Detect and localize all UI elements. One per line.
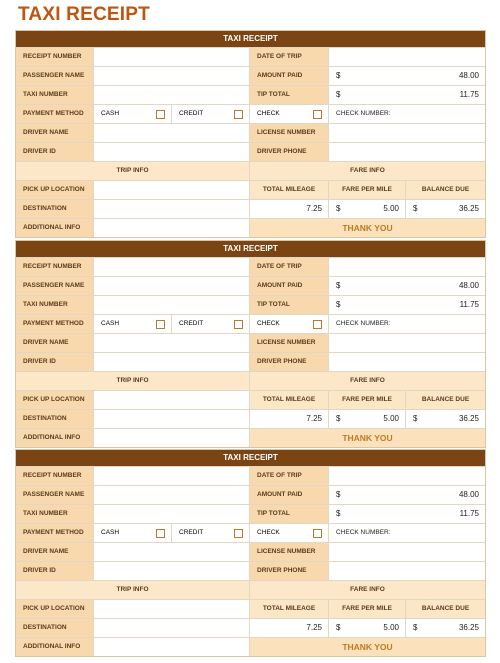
amount-paid-label: AMOUNT PAID	[250, 486, 329, 504]
receipt-card	[15, 240, 486, 448]
row-taxi-number	[16, 85, 485, 104]
total-mileage-value: 7.25	[306, 204, 322, 213]
driver-name-label: DRIVER NAME	[16, 124, 94, 142]
date-of-trip-field[interactable]	[329, 467, 485, 485]
fare-per-mile-value: 5.00	[383, 623, 399, 632]
row-passenger-name	[16, 485, 485, 504]
page-title: TAXI RECEIPT	[18, 4, 150, 25]
driver-id-field[interactable]	[94, 143, 250, 161]
currency-symbol: $	[336, 90, 341, 99]
total-mileage-field[interactable]	[250, 619, 329, 637]
driver-name-field[interactable]	[94, 124, 250, 142]
driver-phone-label: DRIVER PHONE	[250, 353, 329, 371]
thank-you-banner: THANK YOU	[250, 638, 485, 656]
currency-symbol: $	[336, 281, 341, 290]
driver-phone-label: DRIVER PHONE	[250, 562, 329, 580]
additional-info-field[interactable]	[94, 219, 250, 237]
credit-label: CREDIT	[179, 320, 204, 327]
date-of-trip-field[interactable]	[329, 258, 485, 276]
tip-total-field[interactable]	[329, 86, 485, 104]
payment-method-label: PAYMENT METHOD	[16, 524, 94, 542]
driver-name-field[interactable]	[94, 543, 250, 561]
fare-per-mile-field[interactable]	[329, 200, 406, 218]
amount-paid-label: AMOUNT PAID	[250, 277, 329, 295]
credit-label: CREDIT	[179, 110, 204, 117]
row-destination	[16, 199, 485, 218]
date-of-trip-label: DATE OF TRIP	[250, 467, 329, 485]
tip-total-label: TIP TOTAL	[250, 505, 329, 523]
credit-checkbox[interactable]	[234, 320, 243, 329]
passenger-name-label: PASSENGER NAME	[16, 277, 94, 295]
fare-info-header: FARE INFO	[250, 372, 485, 390]
destination-label: DESTINATION	[16, 200, 94, 218]
row-pick-up	[16, 390, 485, 409]
row-receipt-number	[16, 466, 485, 485]
license-number-label: LICENSE NUMBER	[250, 334, 329, 352]
driver-id-field[interactable]	[94, 562, 250, 580]
row-taxi-number	[16, 504, 485, 523]
fare-per-mile-field[interactable]	[329, 410, 406, 428]
driver-id-label: DRIVER ID	[16, 562, 94, 580]
passenger-name-field[interactable]	[94, 486, 250, 504]
receipt-card	[15, 449, 486, 657]
check-checkbox[interactable]	[313, 529, 322, 538]
check-checkbox[interactable]	[313, 110, 322, 119]
check-label: CHECK	[257, 529, 280, 536]
receipt-number-label: RECEIPT NUMBER	[16, 258, 94, 276]
fare-per-mile-field[interactable]	[329, 619, 406, 637]
payment-method-label: PAYMENT METHOD	[16, 315, 94, 333]
row-pick-up	[16, 599, 485, 618]
destination-field[interactable]	[94, 410, 250, 428]
balance-due-label: BALANCE DUE	[406, 600, 485, 618]
currency-symbol: $	[413, 204, 418, 213]
check-number-field[interactable]: CHECK NUMBER:	[336, 529, 391, 536]
driver-id-label: DRIVER ID	[16, 143, 94, 161]
receipt-number-label: RECEIPT NUMBER	[16, 48, 94, 66]
passenger-name-label: PASSENGER NAME	[16, 486, 94, 504]
fare-info-header: FARE INFO	[250, 162, 485, 180]
taxi-number-label: TAXI NUMBER	[16, 86, 94, 104]
destination-field[interactable]	[94, 200, 250, 218]
cash-option[interactable]	[94, 315, 172, 333]
check-label: CHECK	[257, 320, 280, 327]
license-number-field[interactable]	[329, 334, 485, 352]
row-additional-info	[16, 218, 485, 237]
driver-name-field[interactable]	[94, 334, 250, 352]
currency-symbol: $	[336, 71, 341, 80]
row-section-headers	[16, 371, 485, 390]
row-taxi-number	[16, 295, 485, 314]
row-payment-method	[16, 104, 485, 123]
currency-symbol: $	[336, 300, 341, 309]
pick-up-location-label: PICK UP LOCATION	[16, 391, 94, 409]
row-section-headers	[16, 161, 485, 180]
row-receipt-number	[16, 47, 485, 66]
driver-id-field[interactable]	[94, 353, 250, 371]
credit-option[interactable]	[172, 105, 250, 123]
taxi-number-label: TAXI NUMBER	[16, 296, 94, 314]
currency-symbol: $	[413, 623, 418, 632]
passenger-name-field[interactable]	[94, 67, 250, 85]
license-number-label: LICENSE NUMBER	[250, 124, 329, 142]
row-receipt-number	[16, 257, 485, 276]
row-driver-id	[16, 352, 485, 371]
additional-info-label: ADDITIONAL INFO	[16, 219, 94, 237]
additional-info-label: ADDITIONAL INFO	[16, 429, 94, 447]
receipt-header: TAXI RECEIPT	[16, 241, 485, 257]
row-passenger-name	[16, 66, 485, 85]
currency-symbol: $	[336, 490, 341, 499]
receipt-header: TAXI RECEIPT	[16, 450, 485, 466]
tip-total-value: 11.75	[459, 90, 479, 99]
thank-you-banner: THANK YOU	[250, 429, 485, 447]
fare-per-mile-label: FARE PER MILE	[329, 600, 406, 618]
check-option[interactable]	[250, 524, 329, 542]
receipt-number-field[interactable]	[94, 48, 250, 66]
balance-due-label: BALANCE DUE	[406, 391, 485, 409]
row-payment-method	[16, 523, 485, 542]
cash-option[interactable]	[94, 105, 172, 123]
payment-method-label: PAYMENT METHOD	[16, 105, 94, 123]
currency-symbol: $	[336, 509, 341, 518]
row-passenger-name	[16, 276, 485, 295]
row-driver-name	[16, 123, 485, 142]
driver-name-label: DRIVER NAME	[16, 334, 94, 352]
currency-symbol: $	[336, 414, 341, 423]
fare-per-mile-label: FARE PER MILE	[329, 181, 406, 199]
amount-paid-field[interactable]	[329, 486, 485, 504]
receipt-number-label: RECEIPT NUMBER	[16, 467, 94, 485]
taxi-number-field[interactable]	[94, 86, 250, 104]
total-mileage-label: TOTAL MILEAGE	[250, 391, 329, 409]
total-mileage-field[interactable]	[250, 200, 329, 218]
tip-total-value: 11.75	[459, 300, 479, 309]
check-label: CHECK	[257, 110, 280, 117]
balance-due-field[interactable]	[406, 410, 485, 428]
fare-per-mile-value: 5.00	[383, 414, 399, 423]
currency-symbol: $	[413, 414, 418, 423]
check-number-field[interactable]: CHECK NUMBER:	[336, 110, 391, 117]
receipt-header: TAXI RECEIPT	[16, 31, 485, 47]
cash-label: CASH	[101, 529, 120, 536]
row-destination	[16, 409, 485, 428]
taxi-number-field[interactable]	[94, 296, 250, 314]
destination-label: DESTINATION	[16, 619, 94, 637]
currency-symbol: $	[336, 623, 341, 632]
currency-symbol: $	[336, 204, 341, 213]
check-option[interactable]	[250, 105, 329, 123]
passenger-name-label: PASSENGER NAME	[16, 67, 94, 85]
credit-checkbox[interactable]	[234, 529, 243, 538]
cash-option[interactable]	[94, 524, 172, 542]
trip-info-header: TRIP INFO	[16, 581, 250, 599]
fare-per-mile-label: FARE PER MILE	[329, 391, 406, 409]
check-number-field[interactable]: CHECK NUMBER:	[336, 320, 391, 327]
pick-up-location-field[interactable]	[94, 600, 250, 618]
amount-paid-value: 48.00	[458, 71, 479, 80]
tip-total-field[interactable]	[329, 505, 485, 523]
thank-you-banner: THANK YOU	[250, 219, 485, 237]
amount-paid-label: AMOUNT PAID	[250, 67, 329, 85]
fare-per-mile-value: 5.00	[383, 204, 399, 213]
trip-info-header: TRIP INFO	[16, 162, 250, 180]
tip-total-value: 11.75	[459, 509, 479, 518]
total-mileage-label: TOTAL MILEAGE	[250, 600, 329, 618]
cash-checkbox[interactable]	[156, 529, 165, 538]
credit-option[interactable]	[172, 315, 250, 333]
date-of-trip-label: DATE OF TRIP	[250, 258, 329, 276]
driver-phone-field[interactable]	[329, 143, 485, 161]
pick-up-location-label: PICK UP LOCATION	[16, 181, 94, 199]
additional-info-field[interactable]	[94, 638, 250, 656]
passenger-name-field[interactable]	[94, 277, 250, 295]
total-mileage-value: 7.25	[306, 623, 322, 632]
row-additional-info	[16, 637, 485, 656]
license-number-field[interactable]	[329, 124, 485, 142]
pick-up-location-field[interactable]	[94, 181, 250, 199]
receipt-card	[15, 30, 486, 238]
credit-option[interactable]	[172, 524, 250, 542]
balance-due-value: 36.25	[458, 204, 479, 213]
tip-total-label: TIP TOTAL	[250, 86, 329, 104]
check-checkbox[interactable]	[313, 320, 322, 329]
license-number-label: LICENSE NUMBER	[250, 543, 329, 561]
check-option[interactable]	[250, 315, 329, 333]
row-driver-name	[16, 542, 485, 561]
pick-up-location-field[interactable]	[94, 391, 250, 409]
balance-due-value: 36.25	[458, 623, 479, 632]
amount-paid-value: 48.00	[458, 281, 479, 290]
driver-name-label: DRIVER NAME	[16, 543, 94, 561]
amount-paid-value: 48.00	[458, 490, 479, 499]
total-mileage-field[interactable]	[250, 410, 329, 428]
tip-total-label: TIP TOTAL	[250, 296, 329, 314]
license-number-field[interactable]	[329, 543, 485, 561]
date-of-trip-field[interactable]	[329, 48, 485, 66]
trip-info-header: TRIP INFO	[16, 372, 250, 390]
destination-field[interactable]	[94, 619, 250, 637]
cash-label: CASH	[101, 320, 120, 327]
taxi-number-label: TAXI NUMBER	[16, 505, 94, 523]
balance-due-field[interactable]	[406, 200, 485, 218]
cash-label: CASH	[101, 110, 120, 117]
driver-id-label: DRIVER ID	[16, 353, 94, 371]
balance-due-label: BALANCE DUE	[406, 181, 485, 199]
additional-info-field[interactable]	[94, 429, 250, 447]
balance-due-value: 36.25	[458, 414, 479, 423]
destination-label: DESTINATION	[16, 410, 94, 428]
pick-up-location-label: PICK UP LOCATION	[16, 600, 94, 618]
balance-due-field[interactable]	[406, 619, 485, 637]
total-mileage-label: TOTAL MILEAGE	[250, 181, 329, 199]
row-driver-name	[16, 333, 485, 352]
cash-checkbox[interactable]	[156, 320, 165, 329]
driver-phone-field[interactable]	[329, 562, 485, 580]
receipt-number-field[interactable]	[94, 467, 250, 485]
date-of-trip-label: DATE OF TRIP	[250, 48, 329, 66]
taxi-number-field[interactable]	[94, 505, 250, 523]
fare-info-header: FARE INFO	[250, 581, 485, 599]
row-pick-up	[16, 180, 485, 199]
credit-label: CREDIT	[179, 529, 204, 536]
additional-info-label: ADDITIONAL INFO	[16, 638, 94, 656]
total-mileage-value: 7.25	[306, 414, 322, 423]
tip-total-field[interactable]	[329, 296, 485, 314]
row-payment-method	[16, 314, 485, 333]
amount-paid-field[interactable]	[329, 277, 485, 295]
receipt-number-field[interactable]	[94, 258, 250, 276]
amount-paid-field[interactable]	[329, 67, 485, 85]
row-driver-id	[16, 142, 485, 161]
driver-phone-field[interactable]	[329, 353, 485, 371]
credit-checkbox[interactable]	[234, 110, 243, 119]
row-destination	[16, 618, 485, 637]
row-additional-info	[16, 428, 485, 447]
driver-phone-label: DRIVER PHONE	[250, 143, 329, 161]
row-section-headers	[16, 580, 485, 599]
cash-checkbox[interactable]	[156, 110, 165, 119]
row-driver-id	[16, 561, 485, 580]
